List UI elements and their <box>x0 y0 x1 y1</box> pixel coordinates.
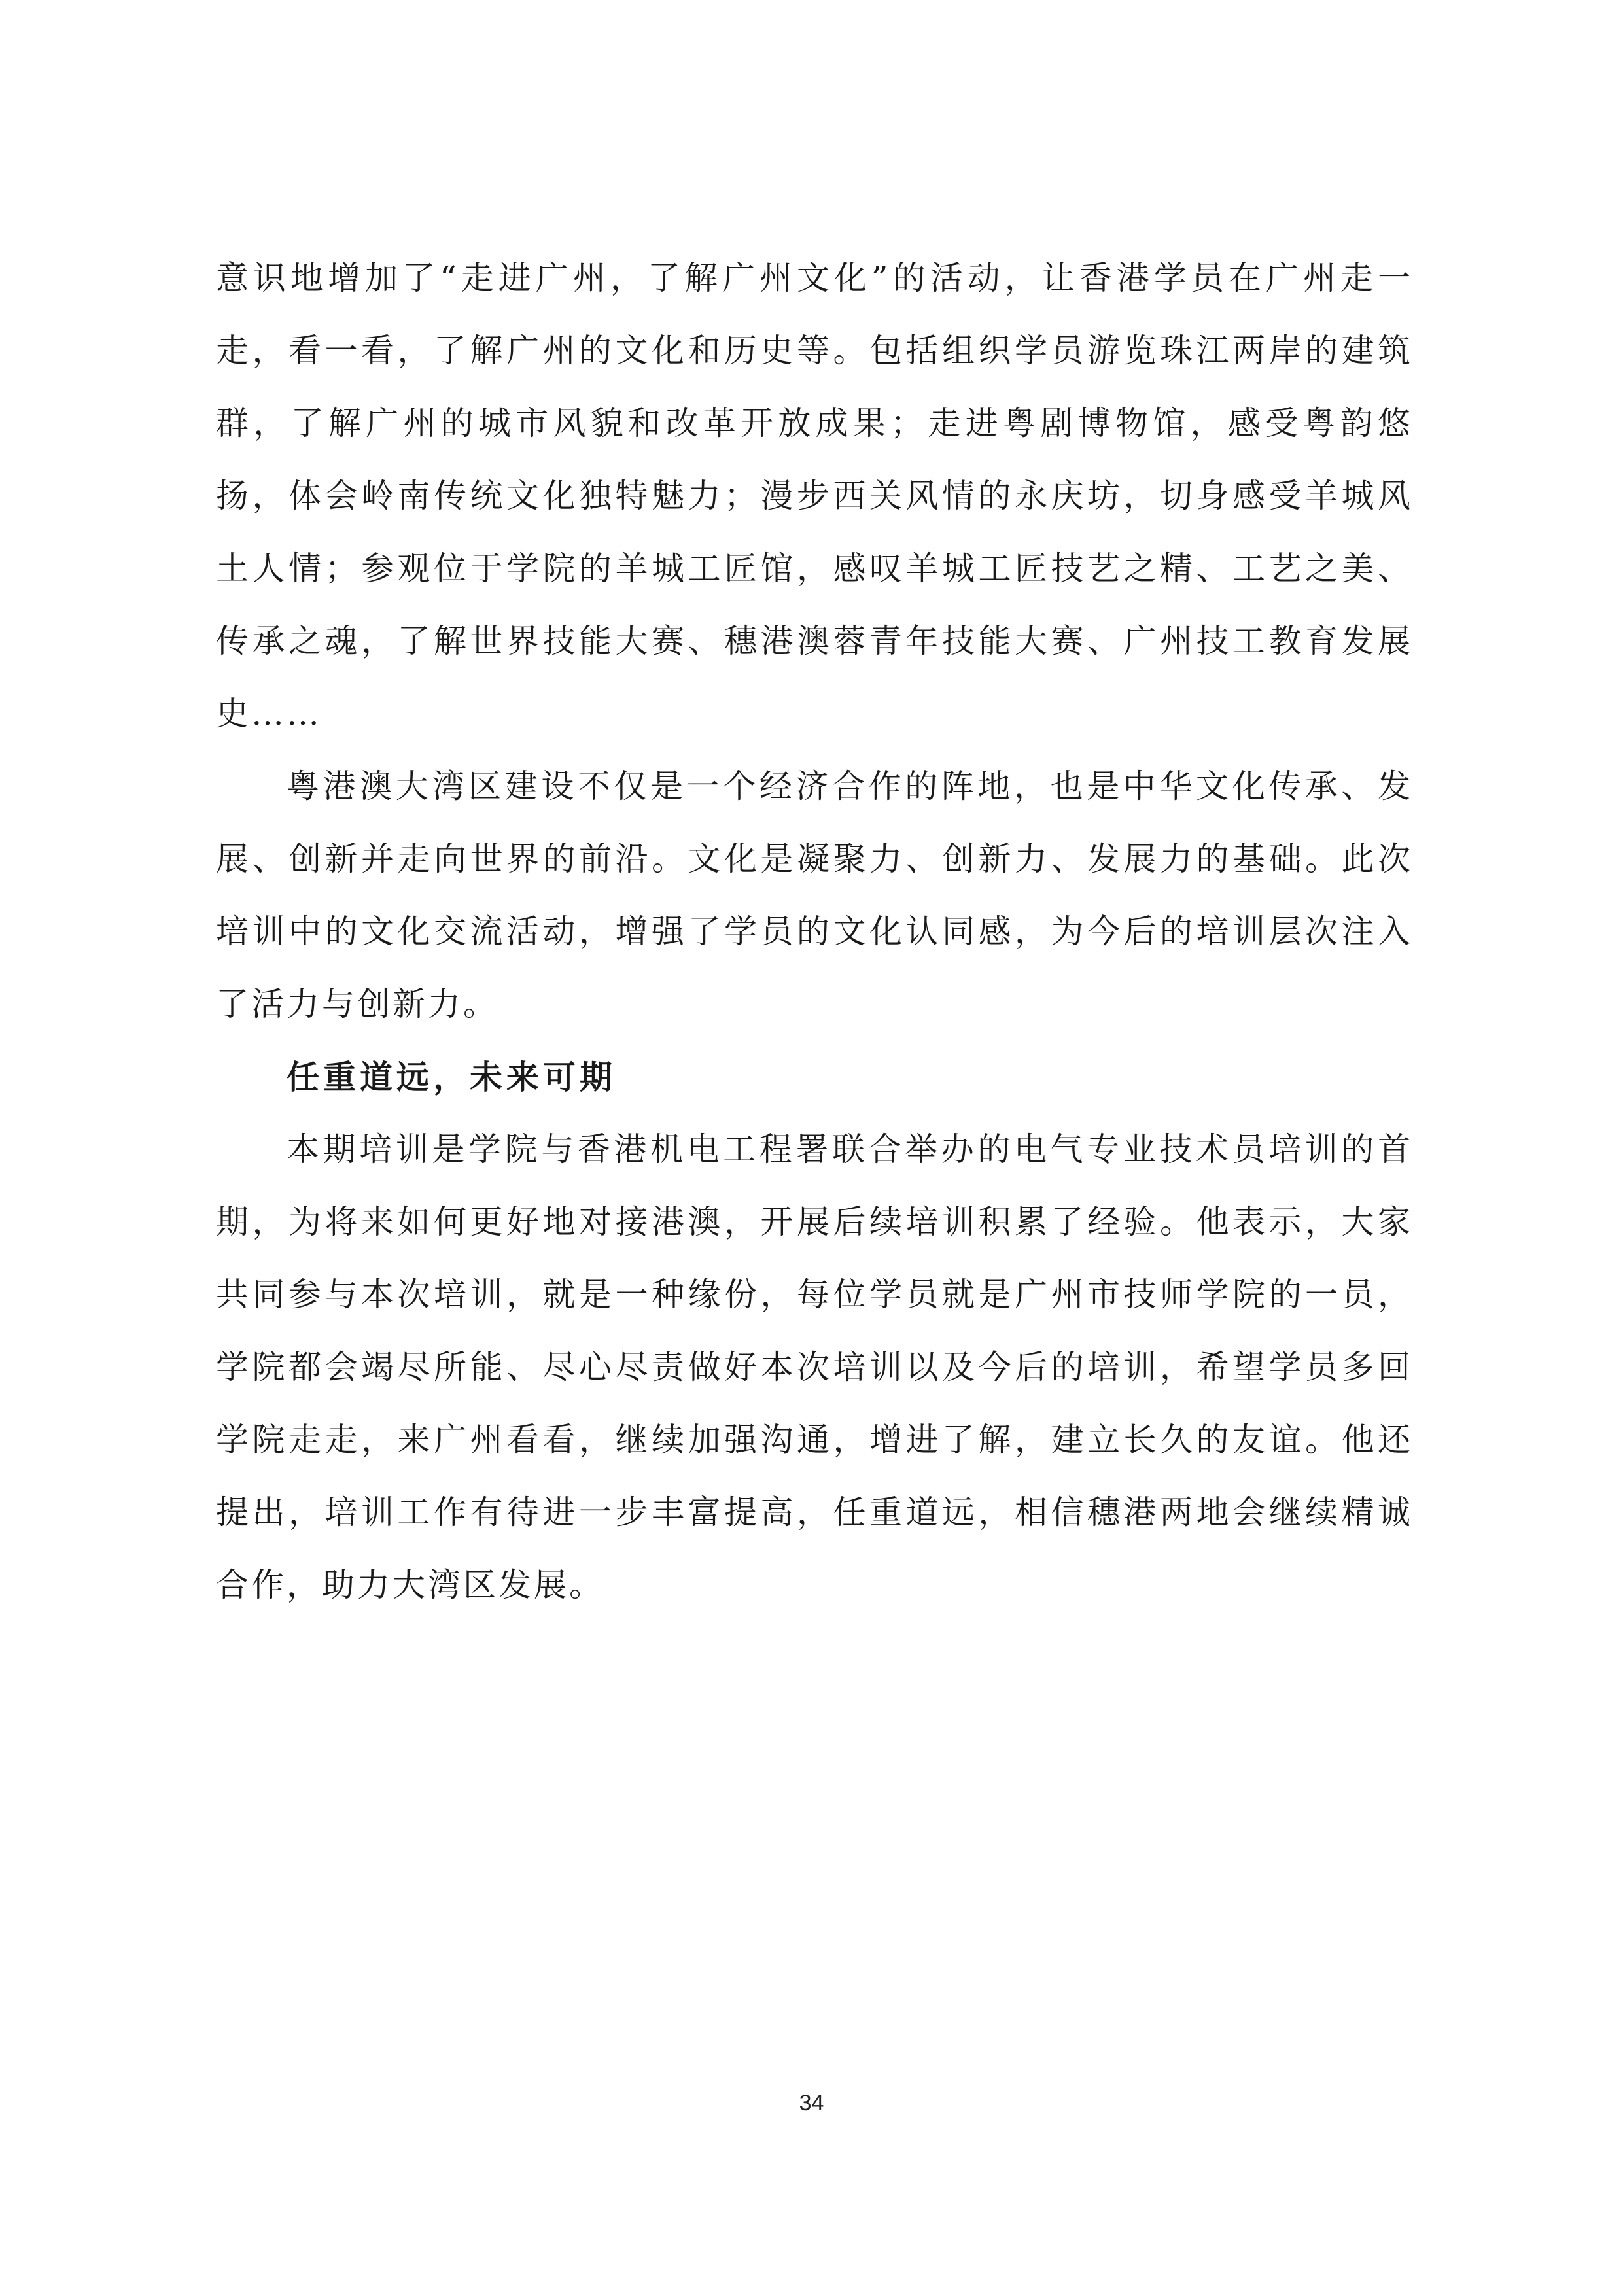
continued-paragraph: 意识地增加了“走进广州，了解广州文化”的活动，让香港学员在广州走一走，看一看，了解广州的文化和历史等。包括组织学员游览珠江两岸的建筑群，了解广州的城市风貌和改革开放成果；走进粤剧博物馆，感受粤韵悠扬，体会岭南传统文化独特魅力；漫步西关风情的永庆坊，切身感受羊城风土人情；参观位于学院的羊城工匠馆，感叹羊城工匠技艺之精、工艺之美、传承之魂，了解世界技能大赛、穗港澳蓉青年技能大赛、广州技工教育发展史…… <box>216 259 1413 733</box>
section-heading: 任重道远，未来可期 <box>287 1058 616 1096</box>
document-body <box>216 242 1413 1622</box>
page-number: 34 <box>799 2091 824 2115</box>
section-paragraph: 本期培训是学院与香港机电工程署联合举办的电气专业技术员培训的首期，为将来如何更好地对接港澳，开展后续培训积累了经验。他表示，大家共同参与本次培训，就是一种缘份，每位学员就是广州市技师学院的一员，学院都会竭尽所能、尽心尽责做好本次培训以及今后的培训，希望学员多回学院走走，来广州看看，继续加强沟通，增进了解，建立长久的友谊。他还提出，培训工作有待进一步丰富提高，任重道远，相信穗港两地会继续精诚合作，助力大湾区发展。 <box>216 1130 1413 1604</box>
culture-paragraph: 粤港澳大湾区建设不仅是一个经济合作的阵地，也是中华文化传承、发展、创新并走向世界的前沿。文化是凝聚力、创新力、发展力的基础。此次培训中的文化交流活动，增强了学员的文化认同感，为今后的培训层次注入了活力与创新力。 <box>216 767 1413 1023</box>
